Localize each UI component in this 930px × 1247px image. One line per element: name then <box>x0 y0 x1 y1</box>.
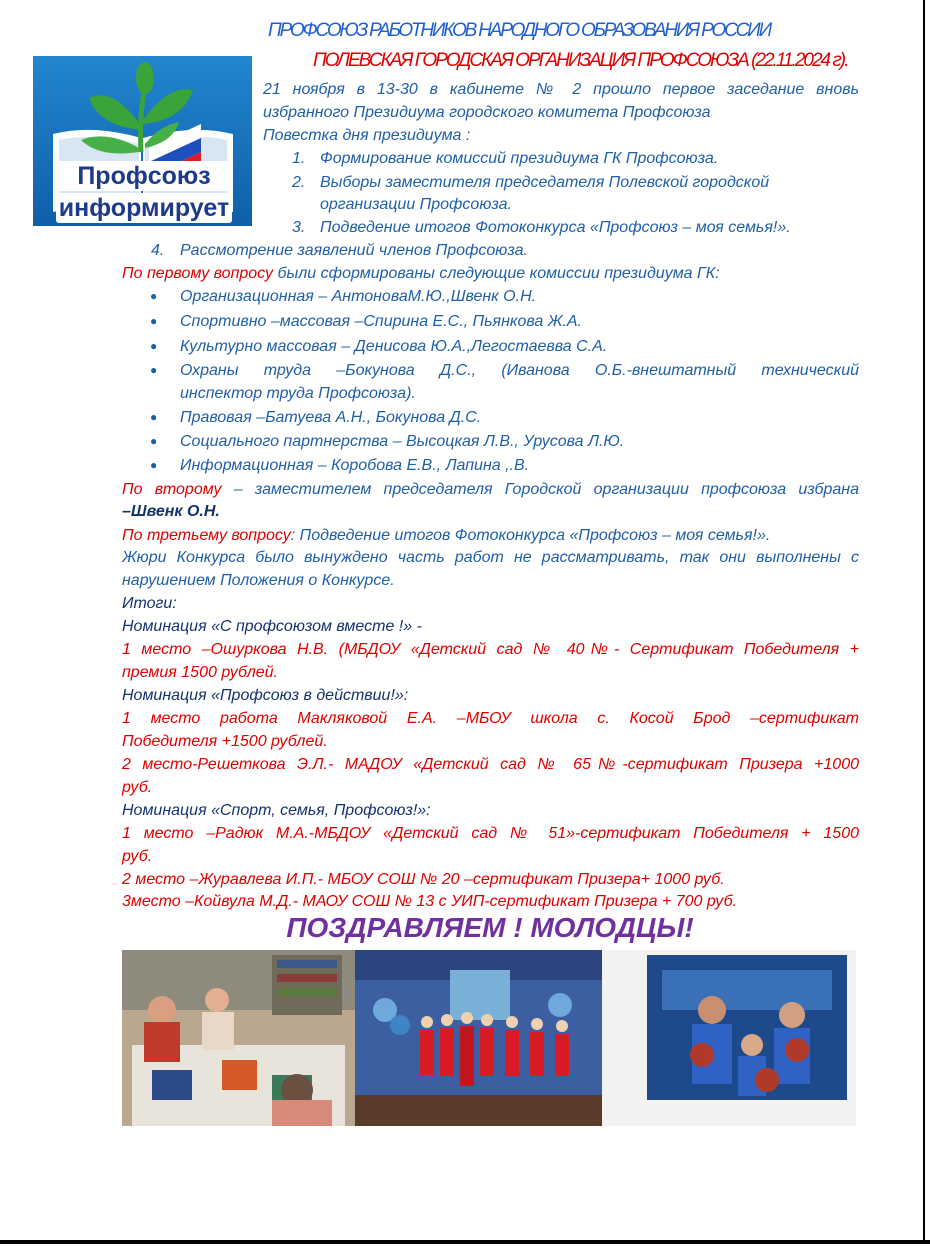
q3-line-3: нарушением Положения о Конкурсе. <box>122 572 395 589</box>
photo-jury-table <box>122 950 355 1126</box>
q1-text: были сформированы следующие комиссии президиума ГК: <box>273 265 720 282</box>
agenda-item-1-text: Формирование комиссий президиума ГК Профсоюза. <box>320 150 719 167</box>
nomination-3-place-1-cont: руб. <box>122 848 153 865</box>
profsoyuz-logo <box>33 56 252 226</box>
nomination-3-place-2: 2 место –Журавлева И.П.- МБОУ СОШ № 20 –сертификат Призера+ 1000 руб. <box>122 871 725 888</box>
nomination-1-place-1-cont: премия 1500 рублей. <box>122 664 278 681</box>
nomination-3-title: Номинация «Спорт, семья, Профсоюз!»: <box>122 802 431 819</box>
commission-item: Культурно массовая – Денисова Ю.А.,Легостаевва С.А. <box>180 338 608 355</box>
photo-jury-image <box>122 950 355 1126</box>
agenda-item-3-text: Подведение итогов Фотоконкурса «Профсоюз – моя семья!». <box>320 219 791 236</box>
nomination-2-place-2-cont: руб. <box>122 779 153 796</box>
congratulations-heading: ПОЗДРАВЛЯЕМ ! МОЛОДЦЫ! <box>286 912 694 943</box>
photo-stage-performance <box>355 950 602 1126</box>
nomination-2-place-1: 1 место работа Макляковой Е.А. –МБОУ школа с. Косой Брод –сертификат <box>122 710 859 727</box>
page-border-bottom <box>0 1240 930 1244</box>
nomination-1-place-1: 1 место –Ошуркова Н.В. (МБДОУ «Детский сад № 40№- Сертификат Победителя + <box>122 641 859 658</box>
bullet-icon: ● <box>150 363 158 377</box>
commission-item: Охраны труда –Бокунова Д.С., (Иванова О.Б.-внештатный технический <box>180 362 859 379</box>
bullet-icon: ● <box>150 289 158 303</box>
results-title: Итоги: <box>122 595 177 612</box>
agenda-item-3-number: 3. <box>292 219 306 236</box>
nomination-1-title: Номинация «С профсоюзом вместе !» - <box>122 618 422 635</box>
intro-line-2: избранного Президиума городского комитета Профсоюза <box>263 104 711 121</box>
q2-paragraph <box>122 478 859 501</box>
q3-paragraph <box>122 524 770 547</box>
agenda-item-1-number: 1. <box>292 150 306 167</box>
agenda-item-4-text: Рассмотрение заявлений членов Профсоюза. <box>180 242 528 259</box>
q3-line-2: Жюри Конкурса было вынуждено часть работ не рассматривать, так они выполнены с <box>122 549 859 566</box>
q3-label: По третьему вопросу <box>122 527 291 544</box>
agenda-item-4-number: 4. <box>151 242 165 259</box>
nomination-2-title: Номинация «Профсоюз в действии!»: <box>122 687 409 704</box>
commission-item-cont: инспектор труда Профсоюза). <box>180 385 416 402</box>
commission-item: Организационная – АнтоноваМ.Ю.,Швенк О.Н. <box>180 288 537 305</box>
photo-stage-image <box>355 950 602 1126</box>
commission-item: Социального партнерства – Высоцкая Л.В., Урусова Л.Ю. <box>180 433 625 450</box>
bullet-icon: ● <box>150 410 158 424</box>
agenda-title: Повестка дня президиума : <box>263 127 471 144</box>
q2-text: – заместителем председателя Городской организации профсоюза избрана <box>221 481 859 498</box>
bullet-icon: ● <box>150 458 158 472</box>
commission-item: Спортивно –массовая –Спирина Е.С., Пьянкова Ж.А. <box>180 313 582 330</box>
q1-paragraph <box>122 262 720 285</box>
q2-label: По второму <box>122 481 222 498</box>
nomination-2-place-2: 2 место-Решеткова Э.Л.- МАДОУ «Детский сад № 65№-сертификат Призера +1000 <box>122 756 859 773</box>
agenda-item-2-number: 2. <box>292 174 306 191</box>
nomination-2-place-1-cont: Победителя +1500 рублей. <box>122 733 328 750</box>
logo-text-profsoyuz: Профсоюз <box>56 161 232 191</box>
q2-elected-name: –Швенк О.Н. <box>122 503 220 520</box>
intro-line-1: 21 ноября в 13-30 в кабинете № 2 прошло первое заседание вновь <box>263 81 859 98</box>
bullet-icon: ● <box>150 434 158 448</box>
page-border-right <box>923 0 925 1241</box>
bullet-icon: ● <box>150 314 158 328</box>
q3-text: : Подведение итогов Фотоконкурса «Профсоюз – моя семья!». <box>290 527 771 544</box>
photo-bowling-image <box>602 950 856 1126</box>
nomination-3-place-3: 3место –Койвула М.Д.- МАОУ СОШ № 13 с УИП-сертификат Призера + 700 руб. <box>122 893 738 910</box>
q1-label: По первому вопросу <box>122 265 273 282</box>
commission-item: Информационная – Коробова Е.В., Лапина ,.В. <box>180 457 530 474</box>
commission-item: Правовая –Батуева А.Н., Бокунова Д.С. <box>180 409 482 426</box>
logo-text-informiruet: информирует <box>56 193 232 223</box>
header-organization-title: ПОЛЕВСКАЯ ГОРОДСКАЯ ОРГАНИЗАЦИЯ ПРОФСОЮЗА (22.11.2024 г). <box>313 50 848 71</box>
header-union-title: ПРОФСОЮЗ РАБОТНИКОВ НАРОДНОГО ОБРАЗОВАНИЯ РОССИИ <box>268 20 770 41</box>
agenda-item-2-text: Выборы заместителя председателя Полевской городской <box>320 174 770 191</box>
bullet-icon: ● <box>150 339 158 353</box>
nomination-3-place-1: 1 место –Радюк М.А.-МБДОУ «Детский сад № 51»-сертификат Победителя + 1500 <box>122 825 859 842</box>
photo-family-bowling <box>602 950 856 1126</box>
agenda-item-2-text-cont: организации Профсоюза. <box>320 196 512 213</box>
